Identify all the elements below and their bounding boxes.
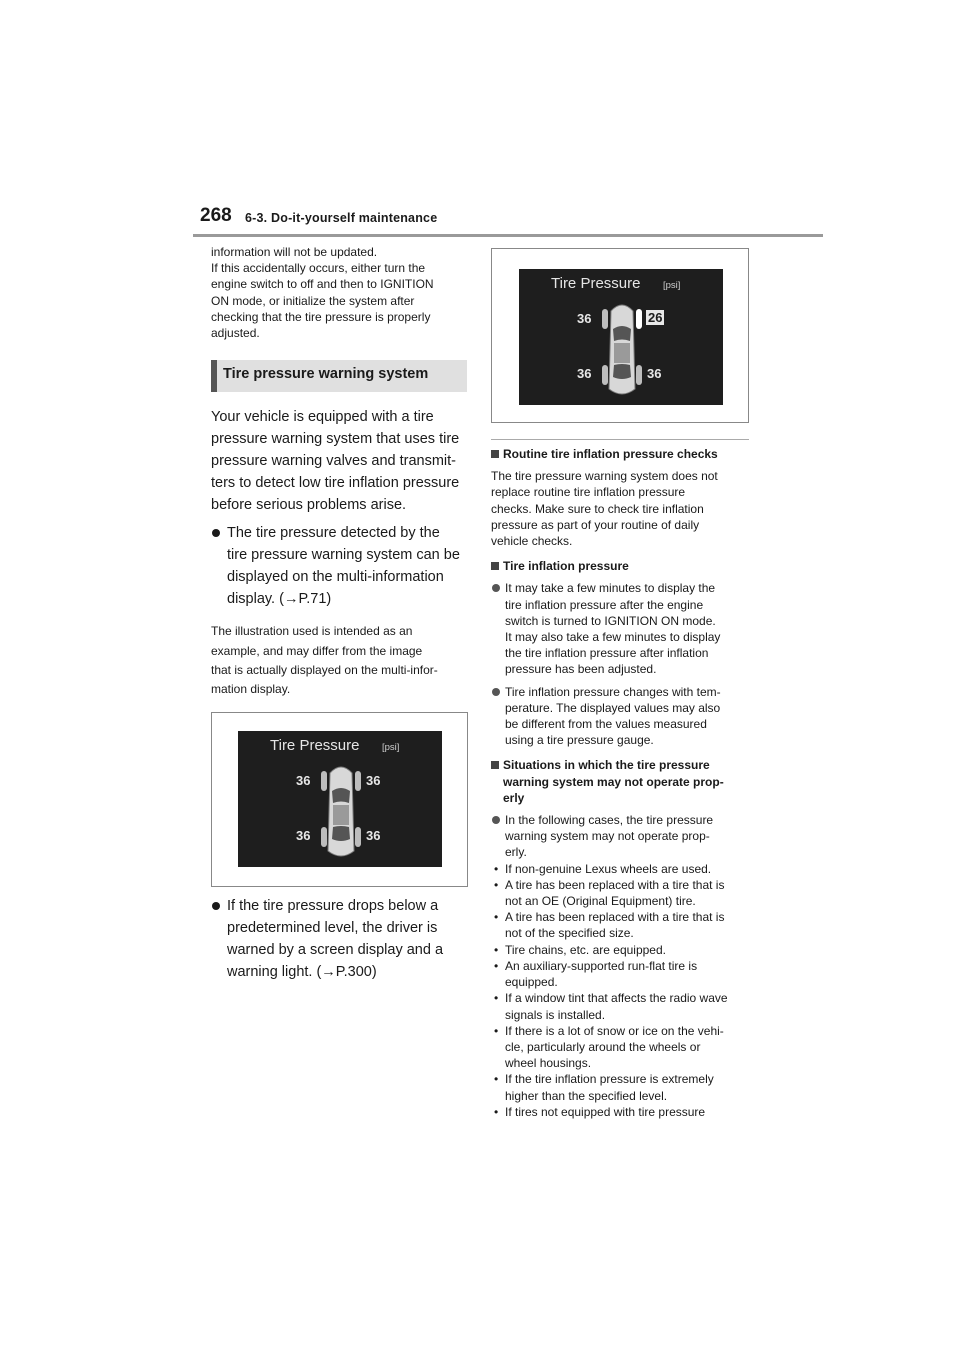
list-item: • If a window tint that affects the radio wave signals is installed. — [494, 991, 728, 1022]
tire-pressure-figure-normal — [211, 712, 468, 887]
item-line: pressure has been adjusted. — [505, 662, 657, 677]
tire-rear-left-value: 36 — [296, 827, 311, 843]
item-line: using a tire pressure gauge. — [505, 733, 654, 748]
list-item: • If non-genuine Lexus wheels are used. — [494, 861, 712, 876]
item-line: warning system may not operate prop- — [505, 829, 710, 844]
para-line: pressure as part of your routine of daily — [491, 517, 700, 532]
body-line: pressure warning valves and transmit- — [211, 453, 456, 470]
display-screen — [519, 269, 723, 405]
intro-body — [211, 406, 469, 516]
circle-bullet-icon — [492, 688, 500, 696]
tire-rear-right-value: 36 — [647, 366, 662, 381]
note-line: mation display. — [211, 682, 291, 697]
list-item: • If tires not equipped with tire pressure — [494, 1104, 706, 1119]
section-heading: Tire pressure warning system — [223, 366, 429, 383]
list-item: • If the tire inflation pressure is extremely higher than the specified level. — [494, 1072, 714, 1103]
square-bullet-icon — [491, 450, 499, 458]
bullet-line: The tire pressure detected by the — [227, 525, 440, 542]
circle-item-display-delay — [491, 580, 756, 677]
intro-line: checking that the tire pressure is properly — [211, 309, 431, 324]
circle-item-following-cases — [491, 812, 756, 861]
intro-line: engine switch to off and then to IGNITION — [211, 277, 434, 292]
para-line: checks. Make sure to check tire inflation — [491, 501, 704, 516]
car-top-view-icon — [599, 301, 645, 401]
square-bullet-icon — [491, 562, 499, 570]
intro-line: information will not be updated. — [211, 245, 378, 259]
item-line: switch is turned to IGNITION ON mode. — [505, 613, 716, 628]
tire-rear-right-value: 36 — [366, 827, 381, 843]
bullet-dot-icon — [212, 902, 220, 910]
list-item: • A tire has been replaced with a tire that is not of the specified size. — [494, 910, 725, 941]
square-bullet-icon — [491, 761, 499, 769]
bullet-item-display — [211, 522, 469, 610]
para-line: replace routine tire inflation pressure — [491, 485, 686, 500]
item-line: In the following cases, the tire pressure — [505, 813, 714, 828]
bullet-item-warning — [211, 895, 469, 983]
bullet-dot-icon — [212, 529, 220, 537]
page-header — [0, 0, 960, 240]
list-item: • Tire chains, etc. are equipped. — [494, 942, 666, 957]
subheading-may-not-operate: Situations in which the tire pressure warning system may not operate prop- erly — [491, 757, 756, 806]
item-line: be different from the values measured — [505, 717, 707, 732]
left-column — [211, 244, 469, 983]
intro-line: ON mode, or initialize the system after — [211, 293, 415, 308]
section-title: 6-3. Do-it-yourself maintenance — [245, 211, 438, 225]
header-rule — [193, 234, 823, 237]
list-item: • An auxiliary-supported run-flat tire is equipped. — [494, 958, 698, 990]
intro-paragraph — [211, 244, 469, 341]
circle-bullet-icon — [492, 584, 500, 592]
body-line: ters to detect low tire inflation pressure — [211, 475, 460, 492]
tire-front-right-low-value: 26 — [648, 310, 663, 325]
list-item: • If there is a lot of snow or ice on the vehi- cle, particularly around the wheels or wheel housings. — [494, 1023, 724, 1071]
intro-line: If this accidentally occurs, either turn the — [211, 261, 426, 276]
body-line: Your vehicle is equipped with a tire — [211, 409, 434, 426]
tire-front-left-value: 36 — [296, 772, 311, 788]
item-line: the tire inflation pressure after inflation — [505, 646, 709, 661]
note-line: that is actually displayed on the multi-infor- — [211, 663, 438, 678]
tire-front-left-value: 36 — [577, 311, 592, 326]
page-reference-link[interactable]: display. (→P.71) — [227, 591, 332, 608]
item-line: erly. — [505, 845, 527, 860]
bullet-line: predetermined level, the driver is — [227, 919, 438, 936]
item-line: It may take a few minutes to display the — [505, 581, 716, 596]
circle-bullet-icon — [492, 816, 500, 824]
page-reference-link[interactable]: warning light. (→P.300) — [227, 963, 377, 980]
page-number: 268 — [200, 205, 232, 226]
tire-pressure-figure-low — [491, 248, 749, 423]
item-line: tire inflation pressure after the engine — [505, 597, 704, 612]
list-item: • A tire has been replaced with a tire that is not an OE (Original Equipment) tire. — [494, 877, 725, 909]
item-line: It may also take a few minutes to display — [505, 630, 721, 645]
car-top-view-icon — [318, 763, 364, 863]
heading-accent-bar — [211, 360, 217, 392]
cases-list — [491, 861, 756, 1120]
item-line: Tire inflation pressure changes with tem- — [505, 684, 721, 699]
body-line: pressure warning system that uses tire — [211, 431, 460, 448]
intro-line: adjusted. — [211, 326, 260, 341]
note-line: The illustration used is intended as an — [211, 624, 413, 639]
item-line: perature. The displayed values may also — [505, 700, 721, 715]
routine-checks-paragraph — [491, 468, 756, 549]
para-line: The tire pressure warning system does not — [491, 469, 718, 484]
bullet-line: displayed on the multi-information — [227, 569, 444, 586]
circle-item-temperature — [491, 684, 756, 749]
tire-rear-left-value: 36 — [577, 366, 592, 381]
bullet-line: If the tire pressure drops below a — [227, 897, 439, 914]
right-column — [491, 248, 756, 1120]
tire-front-right-value: 36 — [366, 772, 381, 788]
screen-title: Tire Pressure — [270, 736, 360, 754]
subheading-inflation-pressure: Tire inflation pressure — [491, 558, 756, 574]
screen-unit: [psi] — [382, 741, 400, 753]
subheading-routine-checks: Routine tire inflation pressure checks — [491, 446, 756, 462]
screen-title: Tire Pressure — [551, 275, 641, 292]
para-line: vehicle checks. — [491, 534, 573, 549]
note-line: example, and may differ from the image — [211, 643, 423, 658]
section-heading-box — [211, 360, 467, 392]
display-screen — [238, 731, 442, 867]
section-divider — [491, 439, 749, 440]
bullet-line: warned by a screen display and a — [227, 941, 444, 958]
bullet-line: tire pressure warning system can be — [227, 547, 460, 564]
screen-unit: [psi] — [663, 280, 681, 291]
body-line: before serious problems arise. — [211, 497, 407, 514]
illustration-note — [211, 622, 469, 700]
